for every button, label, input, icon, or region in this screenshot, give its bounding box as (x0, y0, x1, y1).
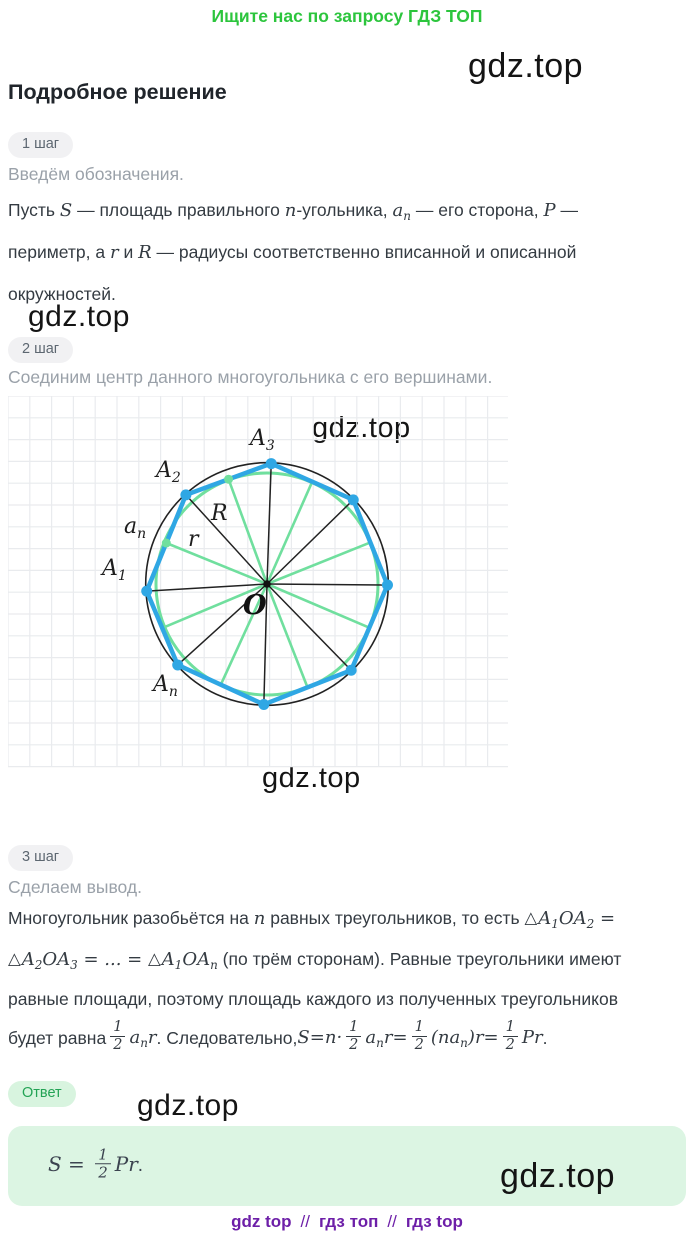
paragraph-3-line-4: будет равна $\frac{1}{2}$ $a_n$ r . Следовательно, S = n · $\frac{1}{2}$ $a_n$ r = $\frac{1}{2}$ (n $a_n$ ) r = $\frac{1}{2}$ Pr . (8, 1018, 548, 1053)
step-3-intro: Сделаем вывод. (8, 877, 142, 897)
footer-link[interactable]: gdz top (231, 1212, 292, 1231)
paragraph-1-line-1: Пусть S — площадь правильного n-угольника, $a_n$ — его сторона, P — (8, 200, 578, 223)
answer-formula: S = $\frac{1}{2}$ Pr. (48, 1145, 144, 1182)
diagram-label: $A_2$ (156, 458, 181, 486)
diagram-label: r (188, 527, 199, 552)
gdz-watermark: gdz.top (28, 300, 130, 333)
paragraph-3-line-3: равные площади, поэтому площадь каждого из полученных треугольников (8, 989, 619, 1009)
step-2-badge: 2 шаг (8, 337, 73, 363)
gdz-watermark: gdz.top (262, 762, 361, 794)
answer-badge: Ответ (8, 1081, 76, 1107)
diagram-label: $A_n$ (153, 672, 178, 700)
page-title: Подробное решение (8, 80, 227, 104)
diagram-label: $A_1$ (102, 556, 127, 584)
search-query-banner: Ищите нас по запросу ГДЗ ТОП (211, 6, 483, 26)
diagram-label: $a_n$ (124, 514, 147, 542)
footer-separator: // (387, 1212, 397, 1231)
paragraph-3-line-2: $\triangle A_2OA_3$ = ... = $\triangle A_1OA_n$ (по трём сторонам). Равные треугольники имеют (8, 949, 622, 972)
footer-link[interactable]: гдз top (405, 1212, 463, 1231)
answer-box (8, 1126, 686, 1206)
diagram-label: $A_3$ (250, 426, 275, 454)
step-2-intro: Соединим центр данного многоугольника с его вершинами. (8, 367, 493, 387)
footer-link[interactable]: гдз топ (319, 1212, 379, 1231)
polygon-diagram (8, 396, 508, 772)
paragraph-1-line-2: периметр, а r и R — радиусы соответственно вписанной и описанной (8, 242, 577, 263)
diagram-label: R (211, 501, 228, 526)
step-1-intro: Введём обозначения. (8, 164, 184, 184)
paragraph-3-line-1: Многоугольник разобьётся на n равных треугольников, то есть $\triangle A_1OA_2$ = (8, 908, 616, 931)
diagram-label: O (243, 590, 267, 621)
gdz-watermark: gdz.top (137, 1089, 239, 1122)
polygon-diagram-svg (8, 396, 508, 772)
step-3-badge: 3 шаг (8, 845, 73, 871)
footer-links (0, 1212, 694, 1232)
gdz-watermark: gdz.top (468, 47, 584, 85)
gdz-watermark: gdz.top (500, 1157, 616, 1195)
gdz-watermark: gdz.top (312, 412, 411, 444)
step-1-badge: 1 шаг (8, 132, 73, 158)
paragraph-1-line-3: окружностей. (8, 284, 116, 304)
footer-separator: // (300, 1212, 310, 1231)
